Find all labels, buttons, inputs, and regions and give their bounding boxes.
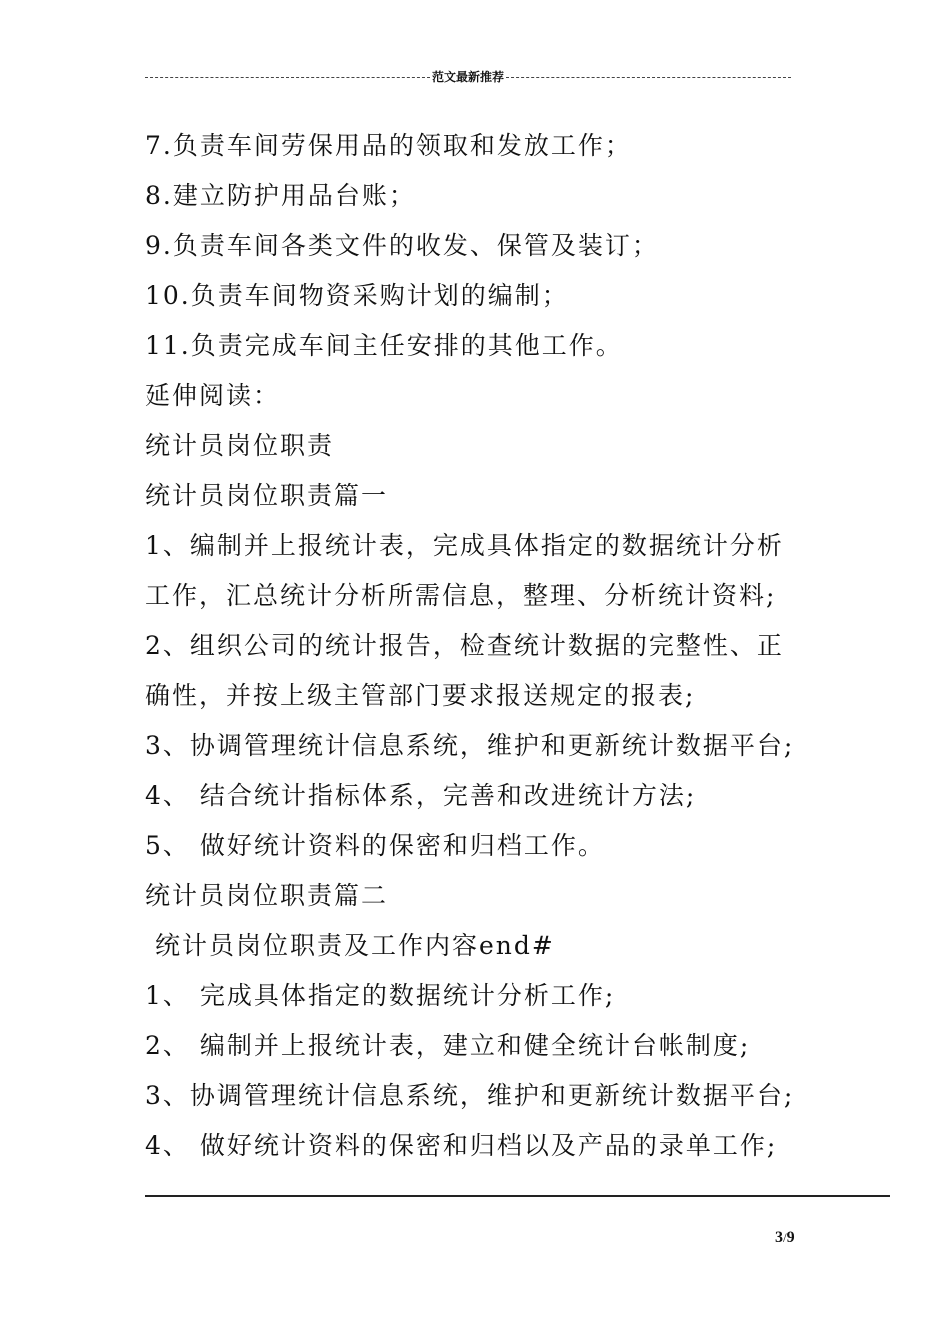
header-label: 范文最新推荐 (432, 69, 505, 84)
body-line: 工作，汇总统计分析所需信息，整理、分析统计资料; (145, 581, 777, 610)
body-line: 3、协调管理统计信息系统，维护和更新统计数据平台; (145, 1081, 795, 1110)
body-line: 4、 做好统计资料的保密和归档以及产品的录单工作; (145, 1131, 778, 1160)
section-heading: 统计员岗位职责 (145, 431, 335, 460)
subsection-heading: 统计员岗位职责篇二 (145, 881, 389, 910)
page-current: 3 (775, 1229, 783, 1246)
page-number (775, 1229, 795, 1247)
header-dashed-rule-left (145, 77, 430, 78)
header-dashed-rule-right (506, 77, 791, 78)
body-line: 确性，并按上级主管部门要求报送规定的报表; (145, 681, 696, 710)
body-line: 8.建立防护用品台账； (145, 181, 416, 210)
body-line: 10.负责车间物资采购计划的编制； (145, 281, 569, 310)
page-separator: / (783, 1230, 787, 1245)
page-header (145, 66, 791, 86)
section-label: 延伸阅读： (145, 381, 281, 410)
body-line: 7.负责车间劳保用品的领取和发放工作； (145, 131, 632, 160)
body-line: 2、 编制并上报统计表，建立和健全统计台帐制度; (145, 1031, 751, 1060)
body-line: 2、组织公司的统计报告，检查统计数据的完整性、正 (145, 631, 784, 660)
body-line: 11.负责完成车间主任安排的其他工作。 (145, 331, 623, 360)
body-line: 1、编制并上报统计表，完成具体指定的数据统计分析 (145, 531, 784, 560)
body-line: 4、 结合统计指标体系，完善和改进统计方法; (145, 781, 697, 810)
body-line: 9.负责车间各类文件的收发、保管及装订； (145, 231, 659, 260)
document-body (145, 121, 815, 1171)
body-line: 3、协调管理统计信息系统，维护和更新统计数据平台; (145, 731, 795, 760)
body-line: 1、 完成具体指定的数据统计分析工作; (145, 981, 616, 1010)
body-line: 5、 做好统计资料的保密和归档工作。 (145, 831, 605, 860)
subsection-subtitle: 统计员岗位职责及工作内容end# (155, 931, 555, 960)
footer-rule (145, 1195, 890, 1197)
page-total: 9 (786, 1229, 795, 1246)
subsection-heading: 统计员岗位职责篇一 (145, 481, 389, 510)
